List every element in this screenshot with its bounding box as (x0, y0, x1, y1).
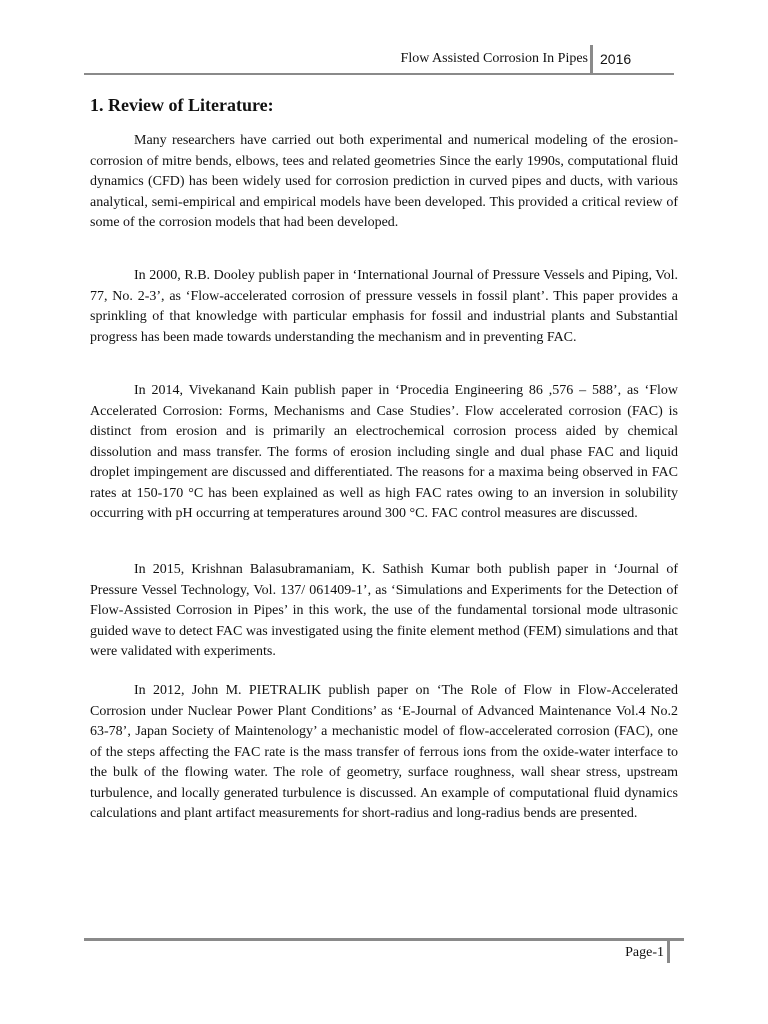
header-rule (84, 73, 674, 75)
paragraph-kain-2014: In 2014, Vivekanand Kain publish paper in ‘Procedia Engineering 86 ,576 – 588’, as ‘Flow Accelerated Corrosion: Forms, Mechanisms and Case Studies’. Flow accelerated corrosion (FAC) is distinct from erosion and is primarily an electrochemical corrosion process aided by chemical dissolution and mass transfer. The forms of erosion including single and dual phase FAC and liquid droplet impingement are discussed and differentiated. The reasons for a maxima being observed in FAC rates at 150-170 °C has been explained as well as high FAC rates owing to an inversion in solubility occurring with pH occurring at temperatures around 300 °C. FAC control measures are discussed. (90, 383, 678, 521)
paragraph-intro: Many researchers have carried out both experimental and numerical modeling of the erosion-corrosion of mitre bends, elbows, tees and related geometries Since the early 1990s, computational fluid dynamics (CFD) has been widely used for corrosion prediction in curved pipes and ducts, with various analytical, semi-empirical and empirical models have been developed. This provided a critical review of some of the corrosion models that had been developed. (90, 133, 678, 230)
footer-rule (84, 938, 684, 941)
header-title: Flow Assisted Corrosion In Pipes (400, 51, 588, 66)
footer-divider (667, 939, 670, 963)
section-heading: 1. Review of Literature: (90, 95, 274, 115)
page-number: Page-1 (625, 945, 664, 960)
header-divider (590, 45, 593, 75)
paragraph-dooley-2000: In 2000, R.B. Dooley publish paper in ‘International Journal of Pressure Vessels and Piping, Vol. 77, No. 2-3’, as ‘Flow-accelerated corrosion of pressure vessels in fossil plant’. This paper provides a sprinkling of that knowledge with particular emphasis for fossil and industrial plants and Substantial progress has been made towards understanding the mechanism and in preventing FAC. (90, 268, 678, 345)
paragraph-balasubramaniam-2015: In 2015, Krishnan Balasubramaniam, K. Sathish Kumar both publish paper in ‘Journal of Pressure Vessel Technology, Vol. 137/ 061409-1’, as ‘Simulations and Experiments for the Detection of Flow-Assisted Corrosion in Pipes’ in this work, the use of the fundamental torsional mode ultrasonic guided wave to detect FAC was investigated using the finite element method (FEM) simulations and that were validated with experiments. (90, 562, 678, 659)
header-year: 2016 (600, 51, 632, 67)
paragraph-pietralik-2012: In 2012, John M. PIETRALIK publish paper on ‘The Role of Flow in Flow-Accelerated Corrosion under Nuclear Power Plant Conditions’ as ‘E-Journal of Advanced Maintenance Vol.4 No.2 63-78’, Japan Society of Maintenology’ a mechanistic model of flow-accelerated corrosion (FAC), one of the steps affecting the FAC rate is the mass transfer of ferrous ions from the oxide-water interface to the bulk of the flowing water. The role of geometry, surface roughness, wall shear stress, upstream turbulence, and locally generated turbulence is discussed. An example of computational fluid dynamics calculations and plant artifact measurements for short-radius and long-radius bends are presented. (90, 683, 678, 821)
